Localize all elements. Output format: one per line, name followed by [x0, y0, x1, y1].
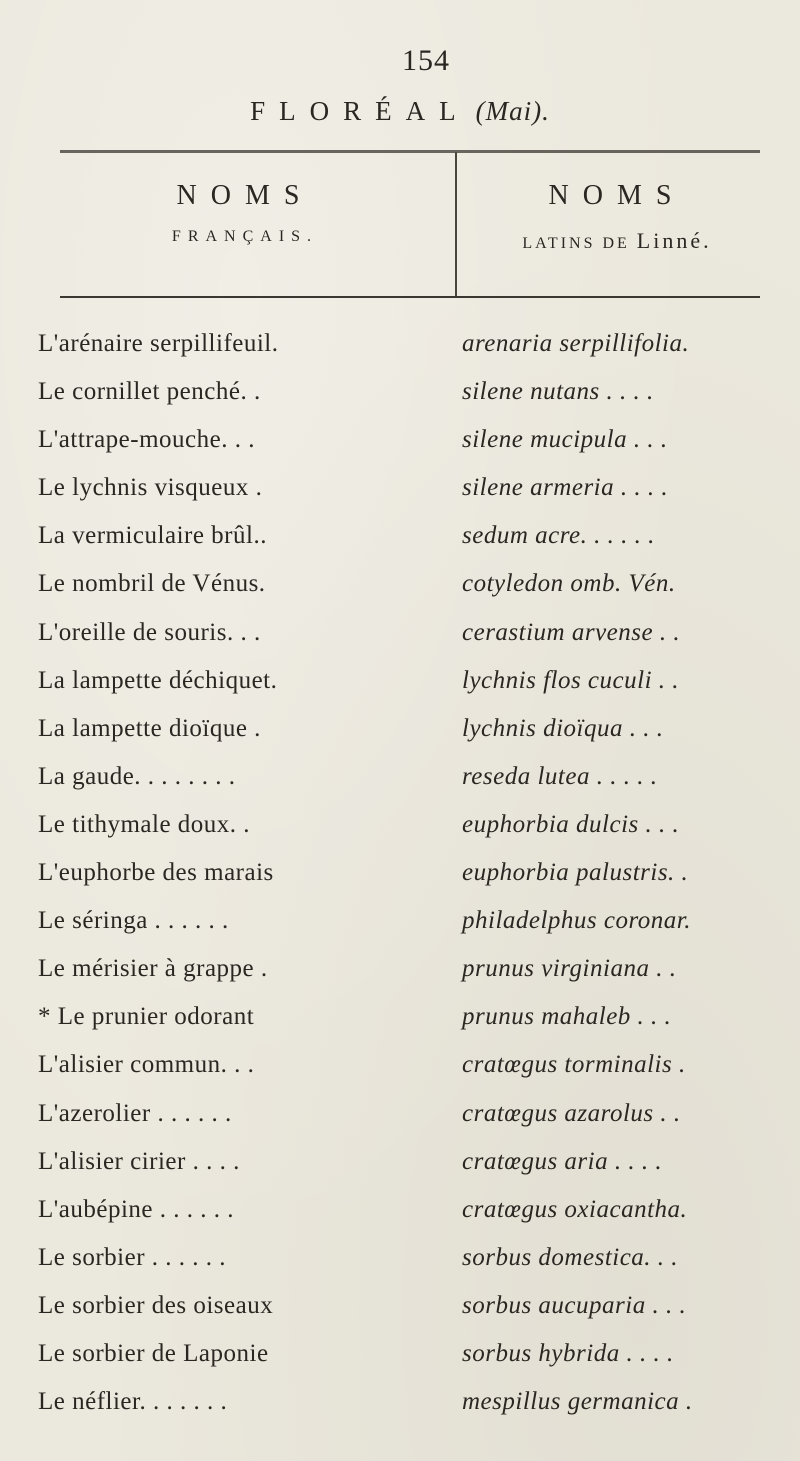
french-name: L'azerolier . . . . . .	[38, 1099, 232, 1127]
french-name: Le tithymale doux. .	[38, 810, 251, 838]
latin-name: euphorbia palustris. .	[462, 859, 689, 887]
list-row	[0, 1282, 800, 1330]
list-row	[0, 320, 800, 368]
list-row	[0, 1090, 800, 1138]
french-name: Le sorbier de Laponie	[38, 1339, 269, 1367]
list-row	[0, 753, 800, 801]
column-divider	[455, 152, 457, 297]
french-name: L'oreille de souris. . .	[38, 618, 261, 646]
french-name: Le lychnis visqueux .	[38, 474, 263, 502]
plant-list	[0, 320, 800, 1426]
french-name: L'alisier cirier . . . .	[38, 1147, 240, 1175]
list-row	[0, 849, 800, 897]
french-name: Le séringa . . . . . .	[38, 907, 229, 935]
list-row	[0, 609, 800, 657]
french-name: L'alisier commun. . .	[38, 1051, 255, 1079]
top-rule	[60, 150, 760, 153]
list-row	[0, 1378, 800, 1426]
latin-name: silene mucipula . . .	[462, 426, 668, 454]
list-row	[0, 1330, 800, 1378]
latin-name: arenaria serpillifolia.	[462, 330, 690, 357]
latin-header-line1: NOMS	[548, 180, 686, 211]
running-title	[0, 96, 800, 127]
french-name: Le sorbier des oiseaux	[38, 1291, 274, 1319]
running-title-text: FLORÉAL	[250, 96, 470, 126]
latin-name: cratœgus torminalis .	[462, 1051, 686, 1079]
french-name: Le mérisier à grappe .	[38, 955, 268, 983]
list-row	[0, 368, 800, 416]
list-row	[0, 560, 800, 608]
latin-name: prunus virginiana . .	[462, 955, 677, 983]
list-row	[0, 945, 800, 993]
running-title-month: (Mai).	[475, 96, 550, 126]
list-row	[0, 993, 800, 1041]
latin-name: philadelphus coronar.	[462, 907, 692, 935]
list-row	[0, 1186, 800, 1234]
french-name: Le sorbier . . . . . .	[38, 1243, 227, 1271]
french-name: L'euphorbe des marais	[38, 859, 274, 887]
french-name: Le cornillet penché. .	[38, 378, 261, 406]
list-row	[0, 897, 800, 945]
list-row	[0, 416, 800, 464]
french-name: La lampette déchiquet.	[38, 666, 278, 694]
french-name: * Le prunier odorant	[38, 1003, 255, 1031]
latin-header-line2	[462, 228, 772, 254]
french-name: L'arénaire serpillifeuil.	[38, 330, 279, 357]
list-row	[0, 705, 800, 753]
latin-name: lychnis dioïqua . . .	[462, 714, 664, 742]
latin-name: lychnis flos cuculi . .	[462, 666, 680, 694]
latin-name: mespillus germanica .	[462, 1388, 693, 1416]
latin-header-line2-big: Linné.	[636, 228, 712, 253]
latin-name: cratœgus oxiacantha.	[462, 1195, 688, 1223]
latin-name: cratœgus azarolus . .	[462, 1099, 681, 1127]
french-header-line2: FRANÇAIS.	[171, 228, 319, 245]
list-row	[0, 657, 800, 705]
french-name: L'attrape-mouche. . .	[38, 426, 255, 454]
latin-name: reseda lutea . . . . .	[462, 762, 658, 790]
latin-name: sedum acre. . . . . .	[462, 522, 655, 550]
header-rule	[60, 296, 760, 298]
list-row	[0, 464, 800, 512]
latin-name: sorbus domestica. . .	[462, 1243, 679, 1271]
list-row	[0, 801, 800, 849]
french-name: Le néflier. . . . . . .	[38, 1388, 228, 1416]
latin-name: sorbus aucuparia . . .	[462, 1291, 687, 1319]
latin-name: prunus mahaleb . . .	[462, 1003, 672, 1031]
latin-name: cerastium arvense . .	[462, 618, 681, 646]
latin-names-header	[462, 178, 772, 254]
latin-name: cratœgus aria . . . .	[462, 1147, 663, 1175]
french-name: La vermiculaire brûl..	[38, 522, 267, 550]
list-row	[0, 1138, 800, 1186]
latin-name: sorbus hybrida . . . .	[462, 1339, 674, 1367]
latin-header-line2-small: LATINS DE	[522, 235, 637, 252]
french-name: La gaude. . . . . . . .	[38, 762, 236, 790]
page-number: 154	[402, 44, 450, 77]
latin-name: silene nutans . . . .	[462, 378, 654, 406]
list-row	[0, 512, 800, 560]
french-name: La lampette dioïque .	[38, 714, 261, 742]
latin-name: cotyledon omb. Vén.	[462, 570, 676, 598]
french-names-header	[40, 178, 450, 246]
list-row	[0, 1041, 800, 1089]
french-header-line1: NOMS	[176, 180, 314, 211]
latin-name: euphorbia dulcis . . .	[462, 810, 680, 838]
french-name: L'aubépine . . . . . .	[38, 1195, 235, 1223]
latin-name: silene armeria . . . .	[462, 474, 669, 502]
french-name: Le nombril de Vénus.	[38, 570, 266, 598]
list-row	[0, 1234, 800, 1282]
